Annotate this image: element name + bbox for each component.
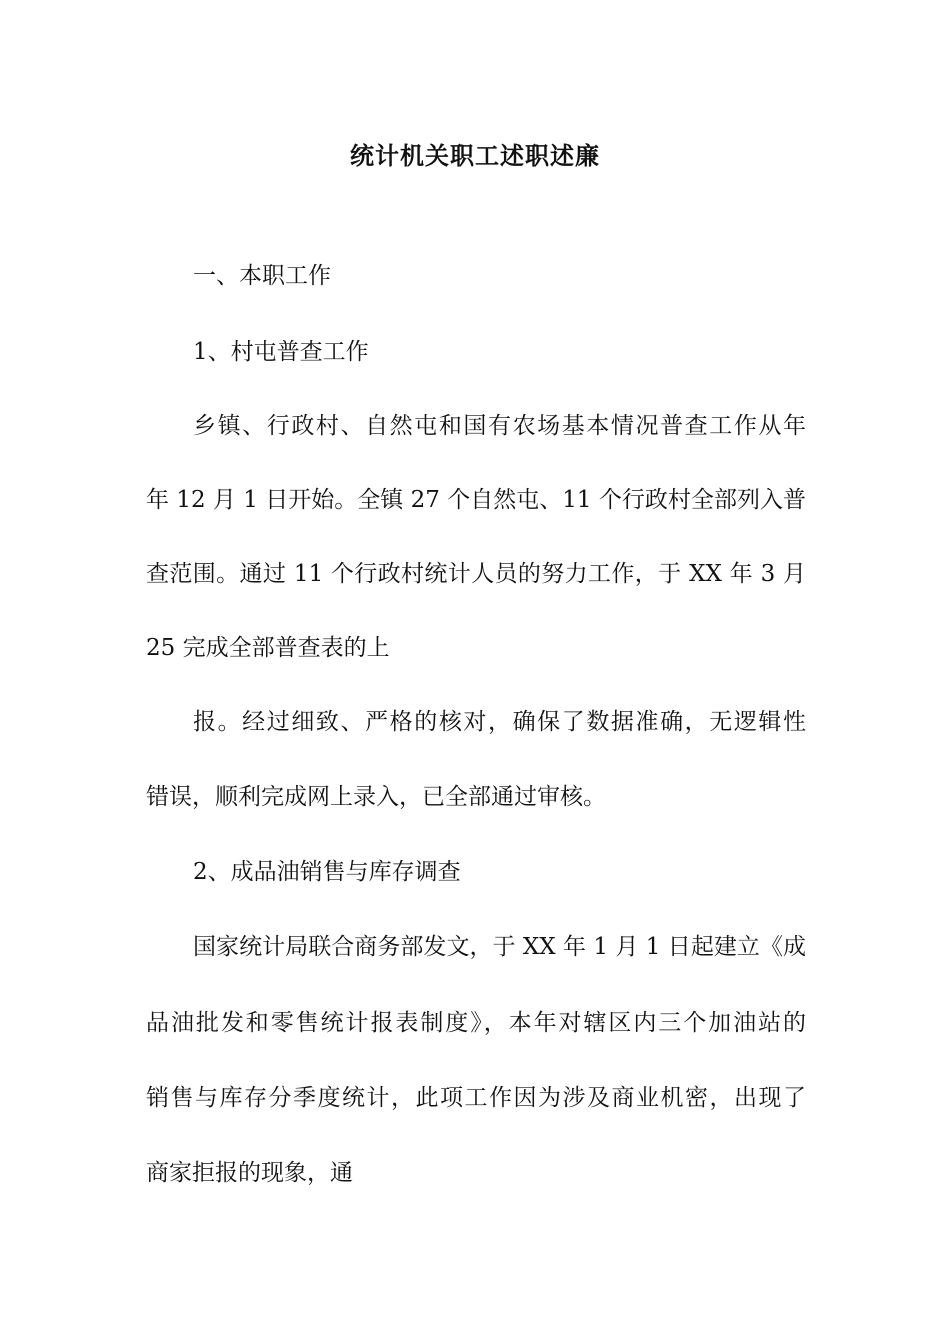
paragraph-line: 销售与库存分季度统计，此项工作因为涉及商业机密，出现了 (146, 1085, 806, 1111)
paragraph-line: 错误，顺利完成网上录入，已全部通过审核。 (146, 784, 606, 810)
paragraph-line: 国家统计局联合商务部发文，于 XX 年 1 月 1 日起建立《成 (193, 934, 806, 960)
subsection-heading-2: 2、成品油销售与库存调查 (193, 859, 461, 885)
paragraph-line: 年 12 月 1 日开始。全镇 27 个自然屯、11 个行政村全部列入普 (146, 487, 806, 513)
section-heading-1: 一、本职工作 (193, 263, 331, 289)
paragraph-line: 乡镇、行政村、自然屯和国有农场基本情况普查工作从年 (193, 413, 806, 439)
paragraph-line: 报。经过细致、严格的核对，确保了数据准确，无逻辑性 (193, 709, 806, 735)
paragraph-line: 25 完成全部普查表的上 (146, 635, 390, 661)
paragraph-line: 商家拒报的现象，通 (146, 1160, 353, 1186)
paragraph-line: 品油批发和零售统计报表制度》，本年对辖区内三个加油站的 (146, 1010, 806, 1036)
document-title: 统计机关职工述职述廉 (350, 142, 600, 170)
paragraph-line: 查范围。通过 11 个行政村统计人员的努力工作，于 XX 年 3 月 (146, 561, 806, 587)
subsection-heading-1: 1、村屯普查工作 (193, 339, 369, 365)
